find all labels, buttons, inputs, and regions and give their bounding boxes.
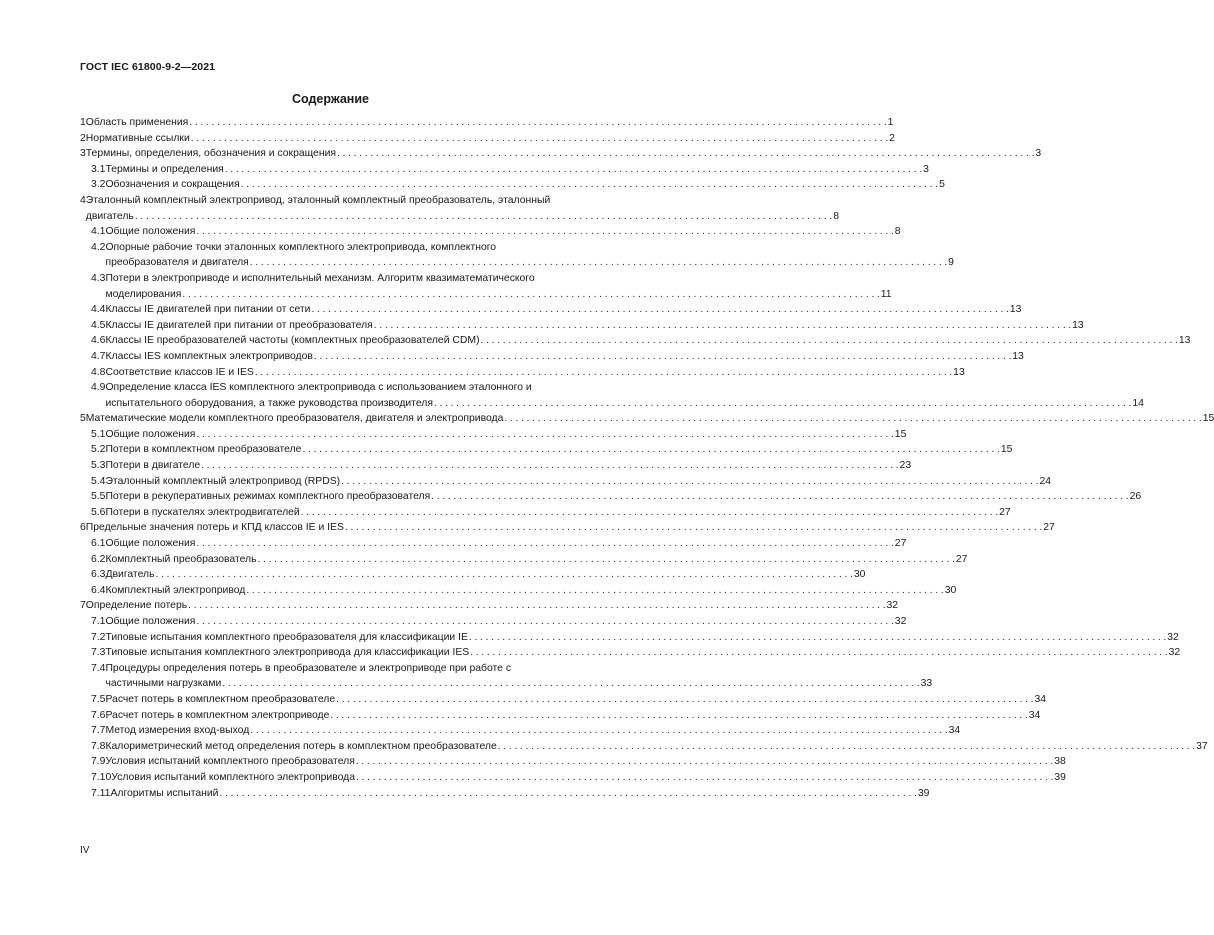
toc-entry-6-3[interactable] [80, 567, 866, 583]
dot-leader [201, 458, 898, 474]
toc-entry-number: 4.5 [91, 319, 106, 331]
toc-entry-5-5[interactable] [80, 489, 1142, 505]
toc-entry-page: 38 [1054, 756, 1066, 768]
toc-entry-page: 3 [923, 163, 929, 175]
toc-entry-number: 5.2 [91, 444, 106, 456]
dot-leader [341, 474, 1038, 490]
toc-entry-title: преобразователя и двигателя [105, 257, 249, 269]
toc-entry-page: 32 [1168, 647, 1181, 659]
toc-entry-6-1[interactable] [80, 536, 907, 552]
toc-entry-title: Математические модели комплектного преобразователя, двигателя и электропривода [85, 413, 504, 425]
toc-entry-title: Потери в пускателях электродвигателей [105, 506, 300, 518]
toc-entry-page: 8 [894, 226, 901, 238]
dot-leader [345, 520, 1042, 536]
toc-entry-page: 27 [999, 506, 1011, 518]
toc-entry-7[interactable] [80, 598, 899, 614]
toc-entry-number: 4.9 [91, 382, 106, 394]
dot-leader [250, 255, 947, 271]
toc-entry-title: Метод измерения вход-выход [105, 725, 250, 737]
toc-entry-page: 8 [833, 210, 839, 222]
page-title: Содержание [291, 92, 369, 106]
page-number: IV [80, 845, 90, 856]
toc-entry-4-2[interactable] [80, 240, 954, 271]
toc-entry-title: Общие положения [105, 428, 196, 440]
toc-entry-7-7[interactable] [80, 723, 961, 739]
toc-entry-title: Обозначения и сокращения [105, 179, 240, 191]
toc-entry-title: Условия испытаний комплектного преобразователя [105, 756, 355, 768]
toc-entry-title-line: Эталонный комплектный электропривод, эталонный комплектный преобразователь, эталонный [85, 194, 551, 206]
toc-entry-number: 3.2 [91, 179, 106, 191]
toc-entry-6-4[interactable] [80, 583, 957, 599]
dot-leader [498, 739, 1195, 755]
toc-entry-page: 30 [944, 584, 957, 596]
toc-entry-number: 7.9 [91, 756, 106, 768]
toc-entry-page: 13 [1072, 319, 1084, 331]
document-header: ГОСТ IEC 61800-9-2—2021 [80, 61, 216, 73]
toc-entry-title-line: Процедуры определения потерь в преобразователе и электроприводе при работе с [105, 662, 512, 674]
toc-entry-page: 13 [953, 366, 965, 378]
dot-leader [302, 442, 999, 458]
dot-leader [191, 131, 888, 147]
toc-entry-title: Классы IE преобразователей частоты (комплектных преобразователей CDM) [105, 335, 480, 347]
dot-leader [222, 676, 919, 692]
toc-entry-number: 6.2 [91, 553, 106, 565]
dot-leader [250, 723, 947, 739]
toc-entry-title: Общие положения [105, 538, 196, 550]
toc-entry-number: 6 [80, 522, 86, 534]
toc-entry-title: Общие положения [105, 616, 196, 627]
toc-entry-7-1[interactable] [80, 614, 907, 630]
table-of-contents [80, 115, 1214, 801]
toc-entry-title: Термины, определения, обозначения и сокращения [85, 148, 337, 160]
toc-entry-number: 5 [80, 413, 86, 425]
toc-entry-title: Калориметрический метод определения потерь в комплектном преобразователе [105, 740, 497, 752]
toc-entry-number: 6.4 [91, 584, 106, 596]
toc-entry-5-6[interactable] [80, 505, 1011, 521]
toc-entry-7-10[interactable] [80, 770, 1066, 786]
toc-entry-number: 7 [80, 600, 86, 612]
toc-entry-title: Классы IES комплектных электроприводов [105, 350, 313, 362]
dot-leader [182, 287, 879, 303]
toc-entry-title: моделирования [105, 288, 182, 300]
toc-entry-number: 5.3 [91, 460, 106, 472]
dot-leader [188, 598, 885, 614]
toc-entry-number: 4.4 [91, 304, 106, 316]
dot-leader [469, 630, 1166, 646]
toc-entry-number: 5.5 [91, 491, 106, 503]
toc-entry-title: двигатель [85, 210, 134, 222]
dot-leader [196, 427, 893, 443]
toc-entry-number: 7.8 [91, 740, 106, 752]
toc-entry-page: 15 [894, 428, 907, 440]
toc-entry-page: 13 [1178, 335, 1191, 347]
toc-entry-page: 3 [1035, 148, 1042, 160]
toc-entry-4-3[interactable] [80, 271, 892, 302]
toc-entry-page: 13 [1009, 304, 1022, 316]
dot-leader [434, 396, 1131, 412]
toc-entry-4[interactable] [80, 193, 839, 224]
toc-entry-title: Общие положения [105, 226, 196, 238]
toc-entry-7-11[interactable] [80, 786, 930, 802]
toc-entry-page: 32 [894, 616, 907, 627]
dot-leader [504, 411, 1201, 427]
toc-entry-page: 14 [1132, 397, 1144, 409]
dot-leader [258, 552, 955, 568]
toc-entry-5-4[interactable] [80, 474, 1052, 490]
toc-entry-4-1[interactable] [80, 224, 901, 240]
toc-entry-number: 7.7 [91, 725, 106, 737]
toc-entry-number: 7.6 [91, 709, 106, 721]
dot-leader [481, 333, 1178, 349]
toc-entry-number: 4.8 [91, 366, 106, 378]
dot-leader [314, 349, 1011, 365]
toc-entry-number: 4.7 [91, 350, 106, 362]
toc-entry-title: Типовые испытания комплектного электропривода для классификации IES [105, 647, 470, 659]
toc-entry-title: Область применения [85, 117, 189, 128]
toc-entry-7-9[interactable] [80, 754, 1066, 770]
toc-entry-title: Эталонный комплектный электропривод (RPDS) [105, 475, 341, 487]
toc-entry-page: 13 [1012, 350, 1024, 362]
dot-leader [196, 536, 893, 552]
toc-entry-title: частичными нагрузками [105, 678, 222, 690]
toc-entry-number: 4.2 [91, 241, 106, 253]
toc-entry-page: 15 [1000, 444, 1013, 456]
dot-leader [337, 146, 1034, 162]
toc-entry-number: 5.4 [91, 475, 106, 487]
toc-entry-number: 2 [80, 132, 86, 144]
toc-entry-title: Типовые испытания комплектного преобразователя для классификации IE [105, 631, 468, 643]
toc-entry-page: 39 [1054, 771, 1066, 783]
toc-entry-title: Соответствие классов IE и IES [105, 366, 254, 378]
toc-entry-4-9[interactable] [80, 380, 1144, 411]
toc-entry-number: 7.11 [91, 787, 111, 799]
toc-entry-number: 7.10 [91, 771, 112, 783]
dot-leader [301, 505, 998, 521]
dot-leader [356, 754, 1053, 770]
toc-entry-3-1[interactable] [80, 162, 929, 178]
toc-entry-page: 26 [1129, 491, 1142, 503]
toc-entry-5-2[interactable] [80, 442, 1013, 458]
toc-entry-title: Расчет потерь в комплектном преобразователе [105, 693, 336, 705]
toc-entry-5-3[interactable] [80, 458, 912, 474]
toc-entry-1[interactable] [80, 115, 894, 131]
toc-entry-7-5[interactable] [80, 692, 1047, 708]
toc-entry-page: 15 [1202, 413, 1214, 425]
toc-entry-page: 24 [1039, 475, 1052, 487]
toc-entry-title: Нормативные ссылки [85, 132, 190, 144]
toc-entry-7-3[interactable] [80, 645, 1181, 661]
toc-entry-page: 9 [948, 257, 954, 269]
toc-entry-number: 6.1 [91, 538, 106, 550]
dot-leader [246, 583, 943, 599]
toc-entry-title-line: Опорные рабочие точки эталонных комплектного электропривода, комплектного [105, 241, 497, 253]
dot-leader [189, 115, 886, 131]
toc-entry-title: Условия испытаний комплектного электропривода [111, 771, 355, 783]
toc-entry-title: Двигатель [105, 569, 155, 581]
toc-entry-number: 4 [80, 194, 86, 206]
dot-leader [135, 209, 832, 225]
toc-entry-number: 4.1 [91, 226, 106, 238]
dot-leader [155, 567, 852, 583]
toc-entry-title: Комплектный электропривод [105, 584, 246, 596]
toc-entry-number: 7.1 [91, 616, 106, 627]
dot-leader [431, 489, 1128, 505]
toc-entry-page: 2 [889, 132, 895, 144]
dot-leader [330, 708, 1027, 724]
toc-entry-3[interactable] [80, 146, 1042, 162]
dot-leader [336, 692, 1033, 708]
toc-entry-title: Классы IE двигателей при питании от сети [105, 304, 311, 316]
toc-entry-title: Термины и определения [105, 163, 224, 175]
toc-entry-page: 30 [853, 569, 866, 581]
toc-entry-title: Потери в комплектном преобразователе [105, 444, 302, 456]
toc-entry-number: 7.5 [91, 693, 106, 705]
toc-entry-number: 5.1 [91, 428, 106, 440]
toc-entry-number: 4.3 [91, 272, 106, 284]
toc-entry-page: 34 [1028, 709, 1041, 721]
toc-entry-6-2[interactable] [80, 552, 968, 568]
toc-entry-page: 34 [948, 725, 961, 737]
toc-entry-4-7[interactable] [80, 349, 1024, 365]
toc-entry-number: 7.3 [91, 647, 106, 659]
toc-entry-4-8[interactable] [80, 365, 965, 381]
toc-entry-page: 33 [920, 678, 933, 690]
toc-entry-5-1[interactable] [80, 427, 907, 443]
toc-entry-page: 39 [917, 787, 930, 799]
dot-leader [225, 162, 922, 178]
toc-entry-2[interactable] [80, 131, 895, 147]
dot-leader [196, 224, 893, 240]
dot-leader [470, 645, 1167, 661]
toc-entry-title: испытательного оборудования, а также руководства производителя [105, 397, 433, 409]
toc-entry-title: Расчет потерь в комплектном электроприводе [105, 709, 330, 721]
dot-leader [311, 302, 1008, 318]
toc-entry-title: Потери в рекуперативных режимах комплектного преобразователя [105, 491, 431, 503]
toc-entry-page: 27 [1043, 522, 1055, 534]
toc-entry-title: Определение потерь [85, 600, 188, 612]
toc-entry-title: Комплектный преобразователь [105, 553, 257, 565]
toc-entry-page: 34 [1034, 693, 1047, 705]
toc-entry-number: 3.1 [91, 163, 106, 175]
toc-entry-page: 27 [955, 553, 968, 565]
toc-entry-title: Классы IE двигателей при питании от преобразователя [105, 319, 373, 331]
toc-entry-page: 32 [886, 600, 899, 612]
toc-entry-page: 5 [939, 179, 945, 191]
toc-entry-page: 27 [894, 538, 907, 550]
toc-entry-page: 37 [1196, 740, 1208, 752]
toc-entry-title: Предельные значения потерь и КПД классов IE и IES [85, 522, 344, 534]
toc-entry-title-line: Потери в электроприводе и исполнительный механизм. Алгоритм квазиматематического [105, 272, 535, 284]
toc-entry-number: 6.3 [91, 569, 106, 581]
toc-entry-5[interactable] [80, 411, 1214, 427]
dot-leader [241, 177, 938, 193]
toc-entry-title: Потери в двигателе [105, 460, 201, 472]
toc-entry-number: 5.6 [91, 506, 106, 518]
toc-entry-4-4[interactable] [80, 302, 1022, 318]
toc-entry-7-6[interactable] [80, 708, 1041, 724]
toc-entry-7-2[interactable] [80, 630, 1179, 646]
dot-leader [374, 318, 1071, 334]
toc-entry-page: 23 [899, 460, 912, 472]
toc-entry-7-4[interactable] [80, 661, 933, 692]
toc-entry-3-2[interactable] [80, 177, 945, 193]
toc-entry-page: 11 [880, 288, 892, 300]
toc-entry-number: 4.6 [91, 335, 106, 347]
toc-entry-number: 3 [80, 148, 86, 160]
toc-entry-4-6[interactable] [80, 333, 1191, 349]
dot-leader [255, 365, 952, 381]
toc-entry-6[interactable] [80, 520, 1055, 536]
toc-entry-title: Алгоритмы испытаний [110, 787, 219, 799]
toc-entry-number: 1 [80, 117, 86, 128]
toc-entry-7-8[interactable] [80, 739, 1208, 755]
toc-entry-4-5[interactable] [80, 318, 1084, 334]
toc-entry-number: 7.4 [91, 662, 106, 674]
toc-entry-page: 32 [1167, 631, 1179, 643]
dot-leader [356, 770, 1053, 786]
dot-leader [220, 786, 917, 802]
toc-entry-title-line: Определение класса IES комплектного электропривода с использованием эталонного и [105, 382, 532, 394]
toc-entry-number: 7.2 [91, 631, 106, 643]
toc-entry-page: 1 [887, 117, 894, 128]
dot-leader [196, 614, 893, 630]
